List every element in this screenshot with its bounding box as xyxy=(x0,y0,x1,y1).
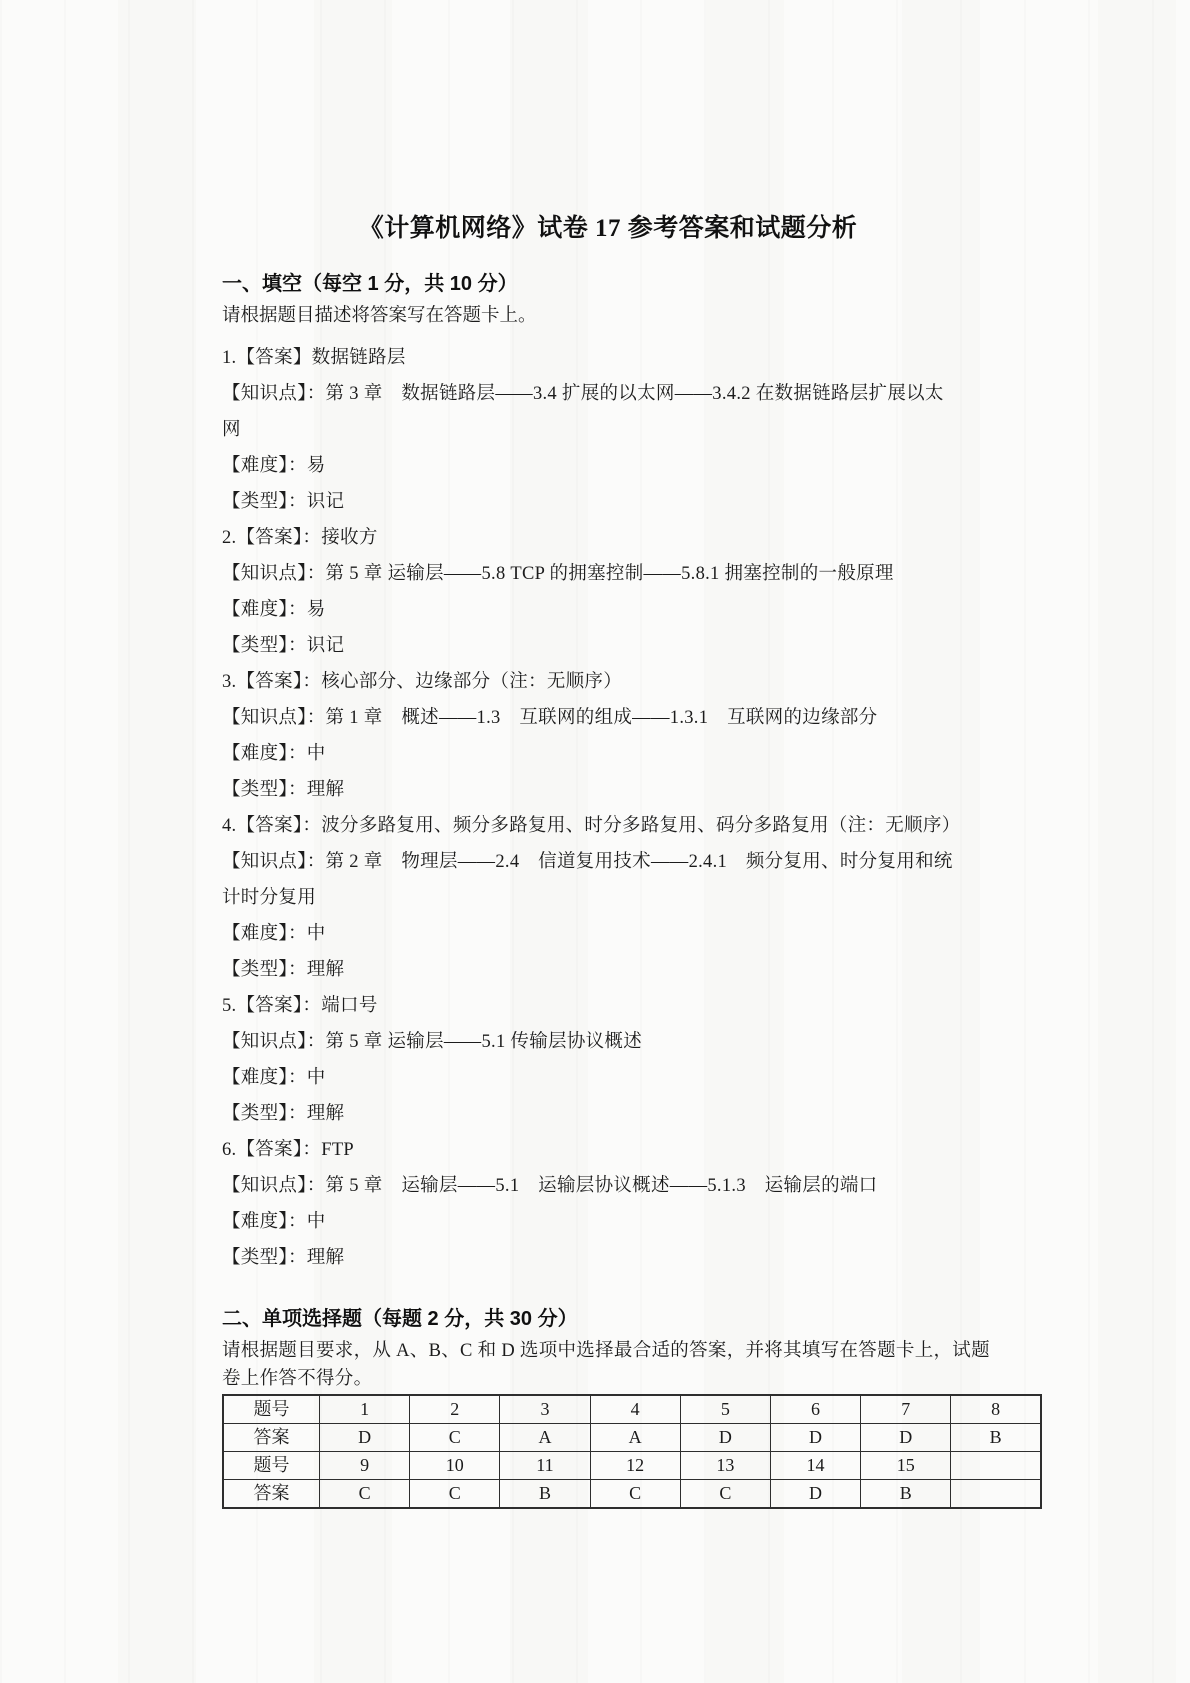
answer-table-cell: B xyxy=(861,1480,951,1509)
answer-table-cell: C xyxy=(680,1480,770,1509)
page-title: 《计算机网络》试卷 17 参考答案和试题分析 xyxy=(358,215,858,242)
answer-table-row-numbers-2 xyxy=(223,1452,1041,1480)
answer-table-cell: C xyxy=(410,1424,500,1452)
answer-table-cell: D xyxy=(770,1480,860,1509)
answer-table-row-answers-2 xyxy=(223,1480,1041,1509)
question5-block xyxy=(222,993,1052,1128)
answer-table-label-cell: 题号 xyxy=(223,1452,320,1480)
q6-difficulty-line: 【难度】：中 xyxy=(222,1212,326,1232)
section2-instruction-line2: 卷上作答不得分。 xyxy=(222,1369,373,1389)
q6-answer-line: 6.【答案】：FTP xyxy=(222,1140,355,1160)
answer-table-cell: D xyxy=(320,1424,410,1452)
question6-block xyxy=(222,1137,1052,1272)
q1-answer-line: 1.【答案】数据链路层 xyxy=(222,348,406,368)
answer-table-cell: A xyxy=(500,1424,590,1452)
answer-table-cell: D xyxy=(770,1424,860,1452)
q6-type-line: 【类型】：理解 xyxy=(222,1248,345,1268)
answer-table-cell: C xyxy=(590,1480,680,1509)
answer-table-cell: C xyxy=(320,1480,410,1509)
question3-block xyxy=(222,669,1052,804)
q4-difficulty-line: 【难度】：中 xyxy=(222,924,326,944)
answer-table-cell: 6 xyxy=(770,1395,860,1424)
answer-table-cell: 15 xyxy=(861,1452,951,1480)
answer-table-cell xyxy=(951,1452,1041,1480)
q2-type-line: 【类型】：识记 xyxy=(222,636,345,656)
multiple-choice-answer-table xyxy=(222,1394,1042,1509)
q5-type-line: 【类型】：理解 xyxy=(222,1104,345,1124)
answer-table-label-cell: 答案 xyxy=(223,1480,320,1509)
answer-table-cell: 7 xyxy=(861,1395,951,1424)
answer-table-cell: 2 xyxy=(410,1395,500,1424)
answer-table-cell: D xyxy=(680,1424,770,1452)
answer-table-cell: 5 xyxy=(680,1395,770,1424)
q5-difficulty-line: 【难度】：中 xyxy=(222,1068,326,1088)
q3-knowledge-line: 【知识点】：第 1 章 概述——1.3 互联网的组成——1.3.1 互联网的边缘部分 xyxy=(222,708,878,728)
question2-block xyxy=(222,525,1052,660)
answer-table-row-answers-1 xyxy=(223,1424,1041,1452)
q1-knowledge-continuation: 网 xyxy=(222,420,241,440)
q2-knowledge-line: 【知识点】：第 5 章 运输层——5.8 TCP 的拥塞控制——5.8.1 拥塞控制的一般原理 xyxy=(222,564,894,584)
q4-knowledge-continuation: 计时分复用 xyxy=(222,888,317,908)
answer-table-label-cell: 答案 xyxy=(223,1424,320,1452)
section2-instruction-line1: 请根据题目要求，从 A、B、C 和 D 选项中选择最合适的答案，并将其填写在答题卡上，试题 xyxy=(222,1341,990,1361)
answer-table-cell: 3 xyxy=(500,1395,590,1424)
q6-knowledge-line: 【知识点】：第 5 章 运输层——5.1 运输层协议概述——5.1.3 运输层的端口 xyxy=(222,1176,878,1196)
q1-type-line: 【类型】：识记 xyxy=(222,492,345,512)
q4-type-line: 【类型】：理解 xyxy=(222,960,345,980)
section1-instruction: 请根据题目描述将答案写在答题卡上。 xyxy=(222,306,537,326)
q4-knowledge-line: 【知识点】：第 2 章 物理层——2.4 信道复用技术——2.4.1 频分复用、时分复用和统 xyxy=(222,852,953,872)
question1-block xyxy=(222,345,1052,516)
answer-table-cell xyxy=(951,1480,1041,1509)
answer-table-cell: 4 xyxy=(590,1395,680,1424)
document-content xyxy=(222,0,1052,1509)
q1-knowledge-line: 【知识点】：第 3 章 数据链路层——3.4 扩展的以太网——3.4.2 在数据链路层扩展以太 xyxy=(222,384,944,404)
answer-table-cell: A xyxy=(590,1424,680,1452)
answer-table-cell: 14 xyxy=(770,1452,860,1480)
answer-table-row-numbers-1 xyxy=(223,1395,1041,1424)
answer-table-cell: B xyxy=(500,1480,590,1509)
answer-table-cell: 9 xyxy=(320,1452,410,1480)
answer-table-cell: 8 xyxy=(951,1395,1041,1424)
section2-heading: 二、单项选择题（每题 2 分，共 30 分） xyxy=(222,1308,578,1330)
answer-table-cell: B xyxy=(951,1424,1041,1452)
q2-difficulty-line: 【难度】：易 xyxy=(222,600,326,620)
question4-block xyxy=(222,813,1052,984)
answer-table-cell: 11 xyxy=(500,1452,590,1480)
q2-answer-line: 2.【答案】：接收方 xyxy=(222,528,378,548)
q4-answer-line: 4.【答案】：波分多路复用、频分多路复用、时分多路复用、码分多路复用（注：无顺序） xyxy=(222,816,961,836)
q5-answer-line: 5.【答案】：端口号 xyxy=(222,996,378,1016)
answer-table-label-cell: 题号 xyxy=(223,1395,320,1424)
answer-table-cell: 1 xyxy=(320,1395,410,1424)
q3-answer-line: 3.【答案】：核心部分、边缘部分（注：无顺序） xyxy=(222,672,623,692)
q3-difficulty-line: 【难度】：中 xyxy=(222,744,326,764)
answer-table-cell: C xyxy=(410,1480,500,1509)
q3-type-line: 【类型】：理解 xyxy=(222,780,345,800)
section1-heading: 一、填空（每空 1 分，共 10 分） xyxy=(222,273,518,295)
q1-difficulty-line: 【难度】：易 xyxy=(222,456,326,476)
answer-table-cell: 13 xyxy=(680,1452,770,1480)
answer-table-cell: D xyxy=(861,1424,951,1452)
q5-knowledge-line: 【知识点】：第 5 章 运输层——5.1 传输层协议概述 xyxy=(222,1032,643,1052)
answer-table-cell: 10 xyxy=(410,1452,500,1480)
answer-table-cell: 12 xyxy=(590,1452,680,1480)
